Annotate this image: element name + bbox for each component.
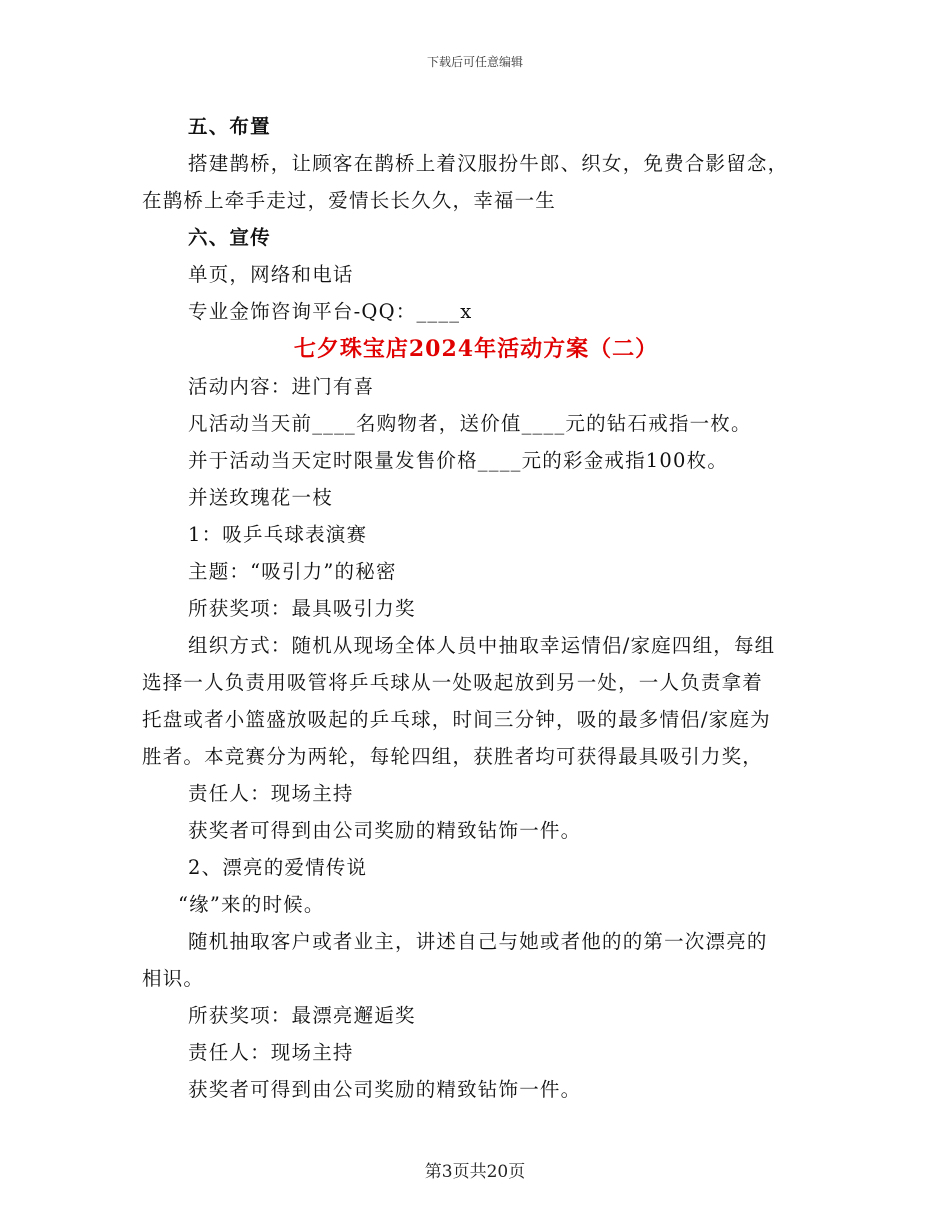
paragraph-line: 所获奖项：最漂亮邂逅奖	[188, 1004, 416, 1027]
paragraph-line: 2、漂亮的爱情传说	[188, 856, 368, 879]
paragraph-line: 并于活动当天定时限量发售价格____元的彩金戒指100枚。	[188, 449, 729, 472]
paragraph-line: 随机抽取客户或者业主，讲述自己与她或者他的的第一次漂亮的	[188, 930, 768, 953]
paragraph-line: 在鹊桥上牵手走过，爱情长长久久，幸福一生	[142, 189, 557, 212]
paragraph-line: 单页，网络和电话	[188, 263, 354, 286]
paragraph-line: 相识。	[142, 967, 205, 990]
paragraph-line: 1：吸乒乓球表演赛	[188, 523, 368, 546]
paragraph-line: “缘”来的时候。	[178, 893, 325, 916]
page-header: 下载后可任意编辑	[426, 55, 523, 69]
paragraph-line: 凡活动当天前____名购物者，送价值____元的钻石戒指一枚。	[188, 412, 752, 435]
section-heading-layout: 五、布置	[188, 115, 271, 138]
paragraph-line: 选择一人负责用吸管将乒乓球从一处吸起放到另一处，一人负责拿着	[142, 671, 764, 694]
paragraph-line: 搭建鹊桥，让顾客在鹊桥上着汉服扮牛郎、织女，免费合影留念，	[188, 152, 789, 175]
paragraph-line: 责任人：现场主持	[188, 782, 354, 805]
paragraph-line: 托盘或者小篮盛放吸起的乒乓球，时间三分钟，吸的最多情侣/家庭为	[142, 708, 771, 731]
section-heading-promotion: 六、宣传	[188, 226, 271, 249]
paragraph-line: 组织方式：随机从现场全体人员中抽取幸运情侣/家庭四组，每组	[188, 634, 776, 657]
paragraph-line: 活动内容：进门有喜	[188, 375, 375, 398]
paragraph-line: 所获奖项：最具吸引力奖	[188, 597, 416, 620]
page-footer: 第3页共20页	[424, 1162, 526, 1182]
document-body	[142, 108, 810, 1108]
paragraph-line: 获奖者可得到由公司奖励的精致钻饰一件。	[188, 819, 582, 842]
paragraph-line: 并送玫瑰花一枝	[188, 486, 333, 509]
paragraph-line: 胜者。本竞赛分为两轮，每轮四组，获胜者均可获得最具吸引力奖，	[142, 745, 764, 768]
paragraph-line: 专业金饰咨询平台-QQ：____x	[188, 300, 473, 323]
paragraph-line: 主题：“吸引力”的秘密	[188, 560, 397, 583]
paragraph-line: 责任人：现场主持	[188, 1041, 354, 1064]
document-title: 七夕珠宝店2024年活动方案（二）	[293, 336, 659, 362]
paragraph-line: 获奖者可得到由公司奖励的精致钻饰一件。	[188, 1078, 582, 1101]
